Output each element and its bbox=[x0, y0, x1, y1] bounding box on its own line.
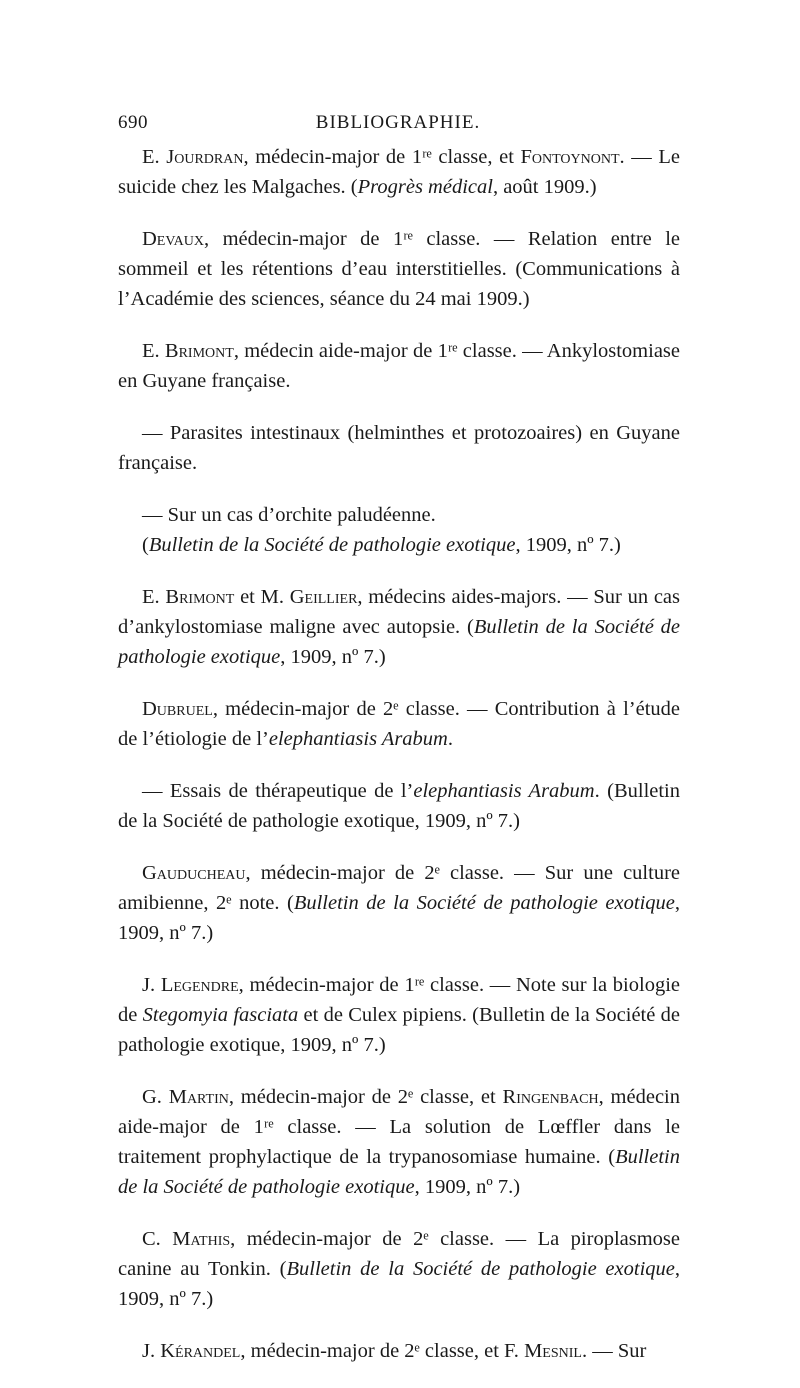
bibliography-entry: G. Martin, médecin-major de 2ᵉ classe, et Ringenbach, médecin aide-major de 1ʳᵉ classe. — La solution de Lœffler dans le traitement prophylactique de la trypanosomiase humaine. (Bulletin de la Société de pathologie exotique, 1909, nº 7.) bbox=[118, 1086, 680, 1198]
source-title: Progrès médical bbox=[357, 176, 493, 198]
author-name: Dubruel bbox=[142, 698, 213, 720]
running-title: BIBLIOGRAPHIE. bbox=[315, 112, 481, 133]
author-name: Brimont bbox=[165, 586, 235, 608]
bibliography-entry: — Parasites intestinaux (helminthes et protozoaires) en Guyane française. bbox=[118, 422, 680, 474]
source-title: Bulletin de la Société de pathologie exotique bbox=[118, 616, 680, 668]
bibliography-entry: E. Brimont et M. Geillier, médecins aides-majors. — Sur un cas d’ankylostomiase maligne avec autopsie. (Bulletin de la Société de pathologie exotique, 1909, nº 7.) bbox=[118, 586, 681, 668]
source-title: Bulletin de la Société de pathologie exotique bbox=[148, 534, 516, 556]
bibliography-entry: Dubruel, médecin-major de 2ᵉ classe. — Contribution à l’étude de l’étiologie de l’elephantiasis Arabum. bbox=[118, 698, 680, 750]
bibliography-entry: J. Legendre, médecin-major de 1ʳᵉ classe. — Note sur la biologie de Stegomyia fasciata et de Culex pipiens. (Bulletin de la Société de pathologie exotique, 1909, nº 7.) bbox=[118, 974, 680, 1056]
author-name: Devaux bbox=[142, 228, 204, 250]
author-name: Geillier bbox=[289, 586, 358, 608]
source-title: elephantiasis Arabum bbox=[268, 728, 448, 750]
bibliography-entry: J. Kérandel, médecin-major de 2ᵉ classe, et F. Mesnil. — Sur bbox=[142, 1340, 647, 1362]
author-name: Martin bbox=[168, 1086, 229, 1108]
author-name: Ringenbach bbox=[502, 1086, 599, 1108]
source-title: Stegomyia fasciata bbox=[142, 1004, 299, 1026]
bibliography-entries bbox=[118, 142, 680, 1388]
author-name: Fontoynont bbox=[520, 146, 620, 168]
author-name: Jourdran bbox=[166, 146, 244, 168]
bibliography-entry: E. Brimont, médecin aide-major de 1ʳᵉ classe. — Ankylostomiase en Guyane française. bbox=[118, 340, 680, 392]
bibliography-entry: — Sur un cas d’orchite paludéenne. bbox=[142, 504, 436, 526]
author-name: Mathis bbox=[172, 1228, 231, 1250]
source-title: elephantiasis Arabum bbox=[413, 780, 595, 802]
author-name: Mesnil bbox=[524, 1340, 582, 1362]
author-name: Legendre bbox=[160, 974, 239, 996]
author-name: Brimont bbox=[164, 340, 234, 362]
page-number: 690 bbox=[118, 112, 148, 133]
bibliography-entry: Gauducheau, médecin-major de 2ᵉ classe. — Sur une culture amibienne, 2ᵉ note. (Bulletin de la Société de pathologie exotique, 1909, nº 7.) bbox=[118, 862, 680, 944]
source-title: Bulletin de la Société de pathologie exotique bbox=[118, 1146, 680, 1198]
author-name: Kérandel bbox=[160, 1340, 241, 1362]
source-title: Bulletin de la Société de pathologie exotique bbox=[286, 1258, 675, 1280]
source-title: Bulletin de la Société de pathologie exotique bbox=[293, 892, 675, 914]
author-name: Gauducheau bbox=[142, 862, 246, 884]
bibliography-entry-source: (Bulletin de la Société de pathologie exotique, 1909, nº 7.) bbox=[142, 534, 621, 556]
bibliography-entry: — Essais de thérapeutique de l’elephantiasis Arabum. (Bulletin de la Société de pathologie exotique, 1909, nº 7.) bbox=[118, 780, 680, 832]
page-header bbox=[118, 112, 678, 142]
bibliography-entry: Devaux, médecin-major de 1ʳᵉ classe. — Relation entre le sommeil et les rétentions d’eau interstitielles. (Communications à l’Académie des sciences, séance du 24 mai 1909.) bbox=[118, 228, 680, 310]
bibliography-entry: E. Jourdran, médecin-major de 1ʳᵉ classe, et Fontoynont. — Le suicide chez les Malgaches. (Progrès médical, août 1909.) bbox=[118, 146, 681, 198]
bibliography-entry: C. Mathis, médecin-major de 2ᵉ classe. — La piroplasmose canine au Tonkin. (Bulletin de la Société de pathologie exotique, 1909, nº 7.) bbox=[118, 1228, 680, 1310]
